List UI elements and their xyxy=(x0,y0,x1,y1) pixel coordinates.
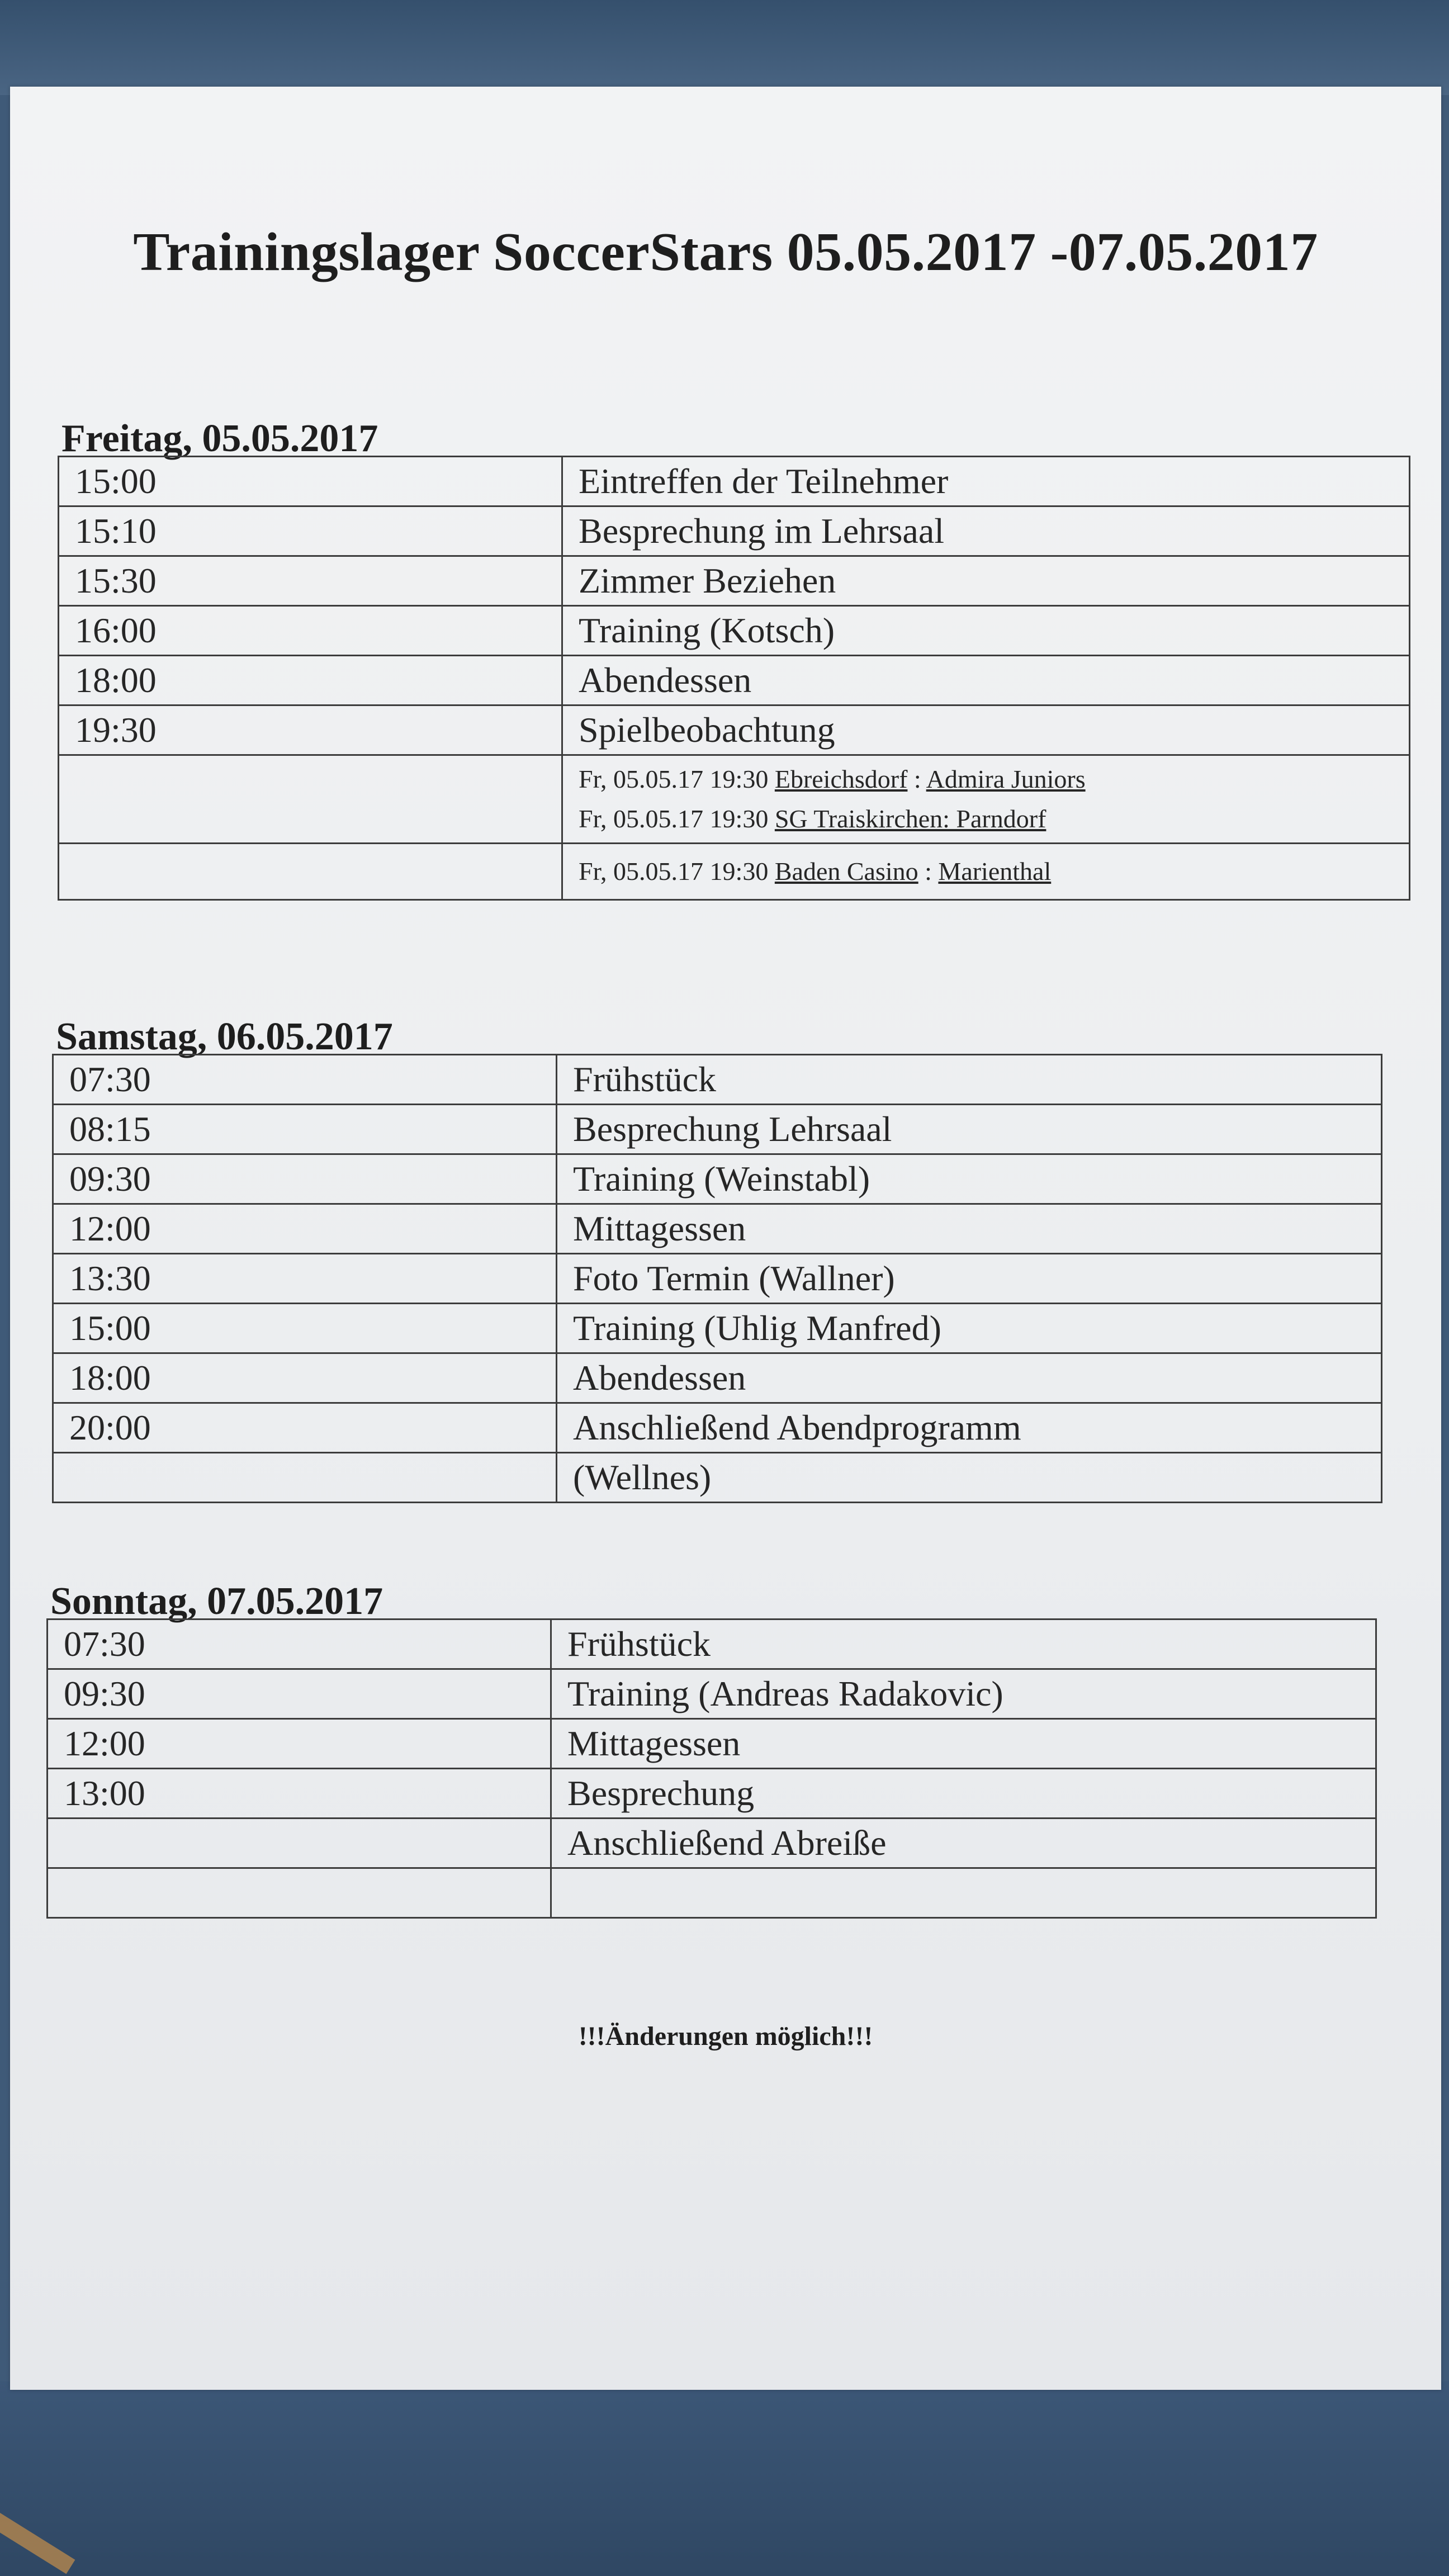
time-cell xyxy=(48,1868,551,1918)
activity-cell: Training (Andreas Radakovic) xyxy=(551,1669,1376,1719)
activity-cell: Training (Kotsch) xyxy=(562,606,1410,656)
match-home-link[interactable]: Ebreichsdorf xyxy=(774,765,908,793)
time-cell: 15:00 xyxy=(53,1304,557,1353)
match-line xyxy=(579,759,1409,799)
table-row xyxy=(59,656,1410,705)
table-row xyxy=(59,755,1410,844)
time-cell xyxy=(53,1453,557,1503)
activity-cell: Frühstück xyxy=(557,1055,1382,1105)
time-cell: 18:00 xyxy=(59,656,562,705)
day-heading-saturday: Samstag, 06.05.2017 xyxy=(56,1015,393,1058)
table-row xyxy=(53,1403,1382,1453)
time-cell: 13:30 xyxy=(53,1254,557,1304)
time-cell-empty xyxy=(59,843,562,899)
activity-cell: Mittagessen xyxy=(557,1204,1382,1254)
match-separator: : xyxy=(907,765,926,793)
table-row xyxy=(48,1669,1376,1719)
activity-cell: Spielbeobachtung xyxy=(562,705,1410,755)
time-cell: 15:10 xyxy=(59,506,562,556)
time-cell: 07:30 xyxy=(48,1620,551,1669)
table-row xyxy=(59,457,1410,506)
time-cell: 19:30 xyxy=(59,705,562,755)
day-heading-friday: Freitag, 05.05.2017 xyxy=(61,417,378,460)
table-row xyxy=(48,1819,1376,1868)
activity-cell: Frühstück xyxy=(551,1620,1376,1669)
time-cell: 20:00 xyxy=(53,1403,557,1453)
match-line xyxy=(579,799,1409,839)
activity-cell: Anschließend Abreiße xyxy=(551,1819,1376,1868)
table-row xyxy=(48,1719,1376,1769)
table-row xyxy=(53,1204,1382,1254)
time-cell-empty xyxy=(59,755,562,844)
table-row xyxy=(53,1353,1382,1403)
match-away-link[interactable]: Marienthal xyxy=(938,856,1052,886)
changes-notice: !!!Änderungen möglich!!! xyxy=(578,2021,873,2051)
table-row xyxy=(59,556,1410,606)
time-cell: 12:00 xyxy=(48,1719,551,1769)
schedule-table-sunday xyxy=(46,1618,1377,1919)
time-cell: 07:30 xyxy=(53,1055,557,1105)
match-datetime: Fr, 05.05.17 19:30 xyxy=(579,765,775,793)
match-home-link[interactable]: SG Traiskirchen: Parndorf xyxy=(774,804,1046,834)
time-cell: 09:30 xyxy=(53,1154,557,1204)
table-row xyxy=(53,1055,1382,1105)
desk-background-bottom xyxy=(0,2381,1449,2576)
time-cell: 15:00 xyxy=(59,457,562,506)
time-cell: 09:30 xyxy=(48,1669,551,1719)
time-cell: 13:00 xyxy=(48,1769,551,1819)
activity-cell: Anschließend Abendprogramm xyxy=(557,1403,1382,1453)
activity-cell xyxy=(551,1868,1376,1918)
activity-cell: Training (Uhlig Manfred) xyxy=(557,1304,1382,1353)
page-title: Trainingslager SoccerStars 05.05.2017 -07.05.2017 xyxy=(133,222,1318,282)
match-separator: : xyxy=(918,856,939,886)
day-heading-sunday: Sonntag, 07.05.2017 xyxy=(50,1580,383,1623)
activity-cell: Eintreffen der Teilnehmer xyxy=(562,457,1410,506)
activity-cell: Abendessen xyxy=(557,1353,1382,1403)
activity-cell: Besprechung im Lehrsaal xyxy=(562,506,1410,556)
table-row xyxy=(48,1620,1376,1669)
match-datetime: Fr, 05.05.17 19:30 xyxy=(579,856,775,886)
table-row xyxy=(53,1154,1382,1204)
table-row xyxy=(59,506,1410,556)
table-row xyxy=(59,705,1410,755)
activity-cell: Besprechung Lehrsaal xyxy=(557,1105,1382,1154)
paper-sheet xyxy=(10,87,1441,2390)
table-row xyxy=(53,1304,1382,1353)
activity-cell: Training (Weinstabl) xyxy=(557,1154,1382,1204)
schedule-table-friday xyxy=(58,456,1410,901)
table-row xyxy=(59,843,1410,899)
time-cell: 18:00 xyxy=(53,1353,557,1403)
time-cell: 12:00 xyxy=(53,1204,557,1254)
match-away-link[interactable]: Admira Juniors xyxy=(926,765,1086,793)
table-row xyxy=(59,606,1410,656)
table-row xyxy=(48,1769,1376,1819)
match-line xyxy=(579,851,1409,891)
desk-background-top xyxy=(0,0,1449,95)
activity-cell: (Wellnes) xyxy=(557,1453,1382,1503)
table-row xyxy=(53,1453,1382,1503)
table-row xyxy=(53,1254,1382,1304)
activity-cell: Foto Termin (Wallner) xyxy=(557,1254,1382,1304)
match-list-cell xyxy=(562,843,1410,899)
table-row xyxy=(48,1868,1376,1918)
time-cell xyxy=(48,1819,551,1868)
activity-cell: Abendessen xyxy=(562,656,1410,705)
activity-cell: Besprechung xyxy=(551,1769,1376,1819)
time-cell: 15:30 xyxy=(59,556,562,606)
table-row xyxy=(53,1105,1382,1154)
activity-cell: Mittagessen xyxy=(551,1719,1376,1769)
match-home-link[interactable]: Baden Casino xyxy=(774,856,918,886)
time-cell: 08:15 xyxy=(53,1105,557,1154)
schedule-table-saturday xyxy=(52,1054,1382,1503)
activity-cell: Zimmer Beziehen xyxy=(562,556,1410,606)
match-list-cell xyxy=(562,755,1410,844)
match-datetime: Fr, 05.05.17 19:30 xyxy=(579,804,775,834)
time-cell: 16:00 xyxy=(59,606,562,656)
